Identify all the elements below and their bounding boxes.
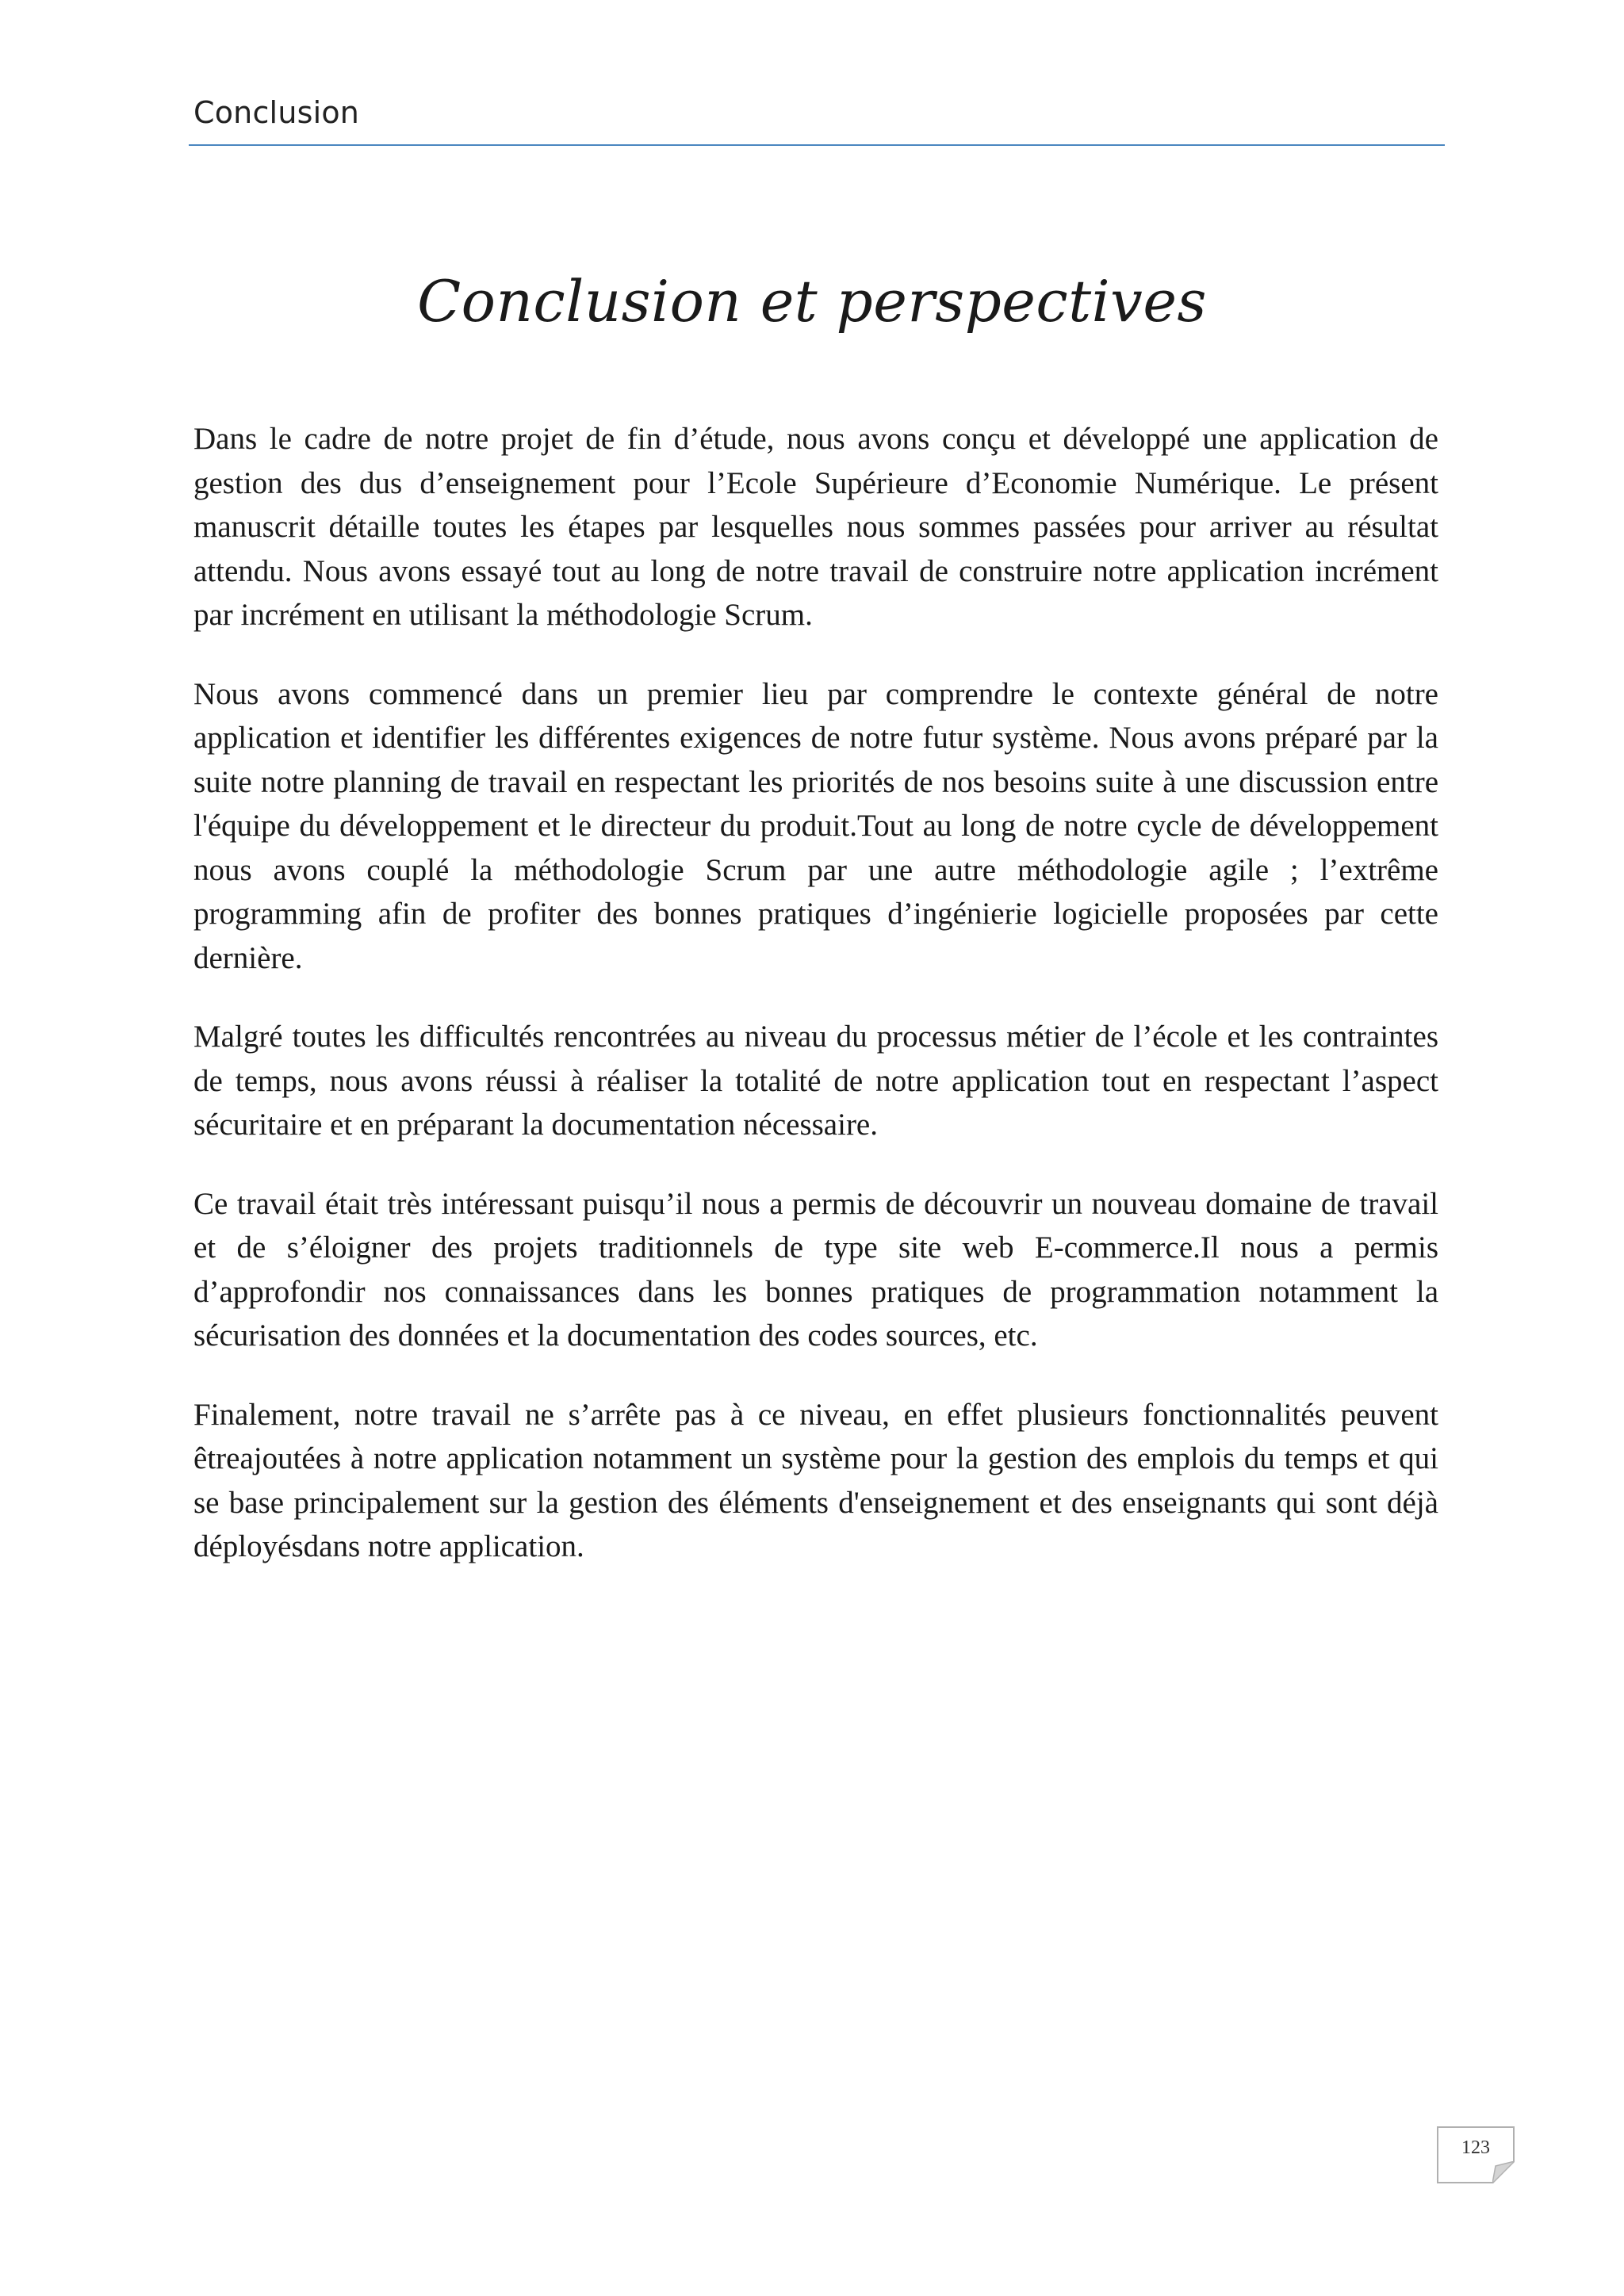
page-curl-icon	[1492, 2161, 1515, 2183]
page-title: Conclusion et perspectives	[417, 268, 1207, 335]
page-number-box	[1437, 2126, 1515, 2183]
running-header: Conclusion	[193, 95, 360, 130]
paragraph-5: Finalement, notre travail ne s’arrête pas à ce niveau, en effet plusieurs fonctionnalités peuvent êtreajoutées à notre application notamment un système pour la gestion des emplois du temps et qui se base principalement sur la gestion des éléments d'enseignement et des enseignants qui sont déjà déployésdans notre application.	[193, 1397, 1438, 1563]
body-text	[193, 417, 1438, 1604]
header-divider	[189, 144, 1445, 146]
paragraph-2: Nous avons commencé dans un premier lieu par comprendre le contexte général de notre application et identifier les différentes exigences de notre futur système. Nous avons préparé par la suite notre planning de travail en respectant les priorités de nos besoins suite à une discussion entre l'équipe du développement et le directeur du produit.Tout au long de notre cycle de développement nous avons couplé la méthodologie Scrum par une autre méthodologie agile ; l’extrême programming afin de profiter des bonnes pratiques d’ingénierie logicielle proposées par cette dernière.	[193, 676, 1438, 975]
page-number: 123	[1461, 2137, 1490, 2158]
paragraph-1: Dans le cadre de notre projet de fin d’étude, nous avons conçu et développé une application de gestion des dus d’enseignement pour l’Ecole Supérieure d’Economie Numérique. Le présent manuscrit détaille toutes les étapes par lesquelles nous sommes passées pour arriver au résultat attendu. Nous avons essayé tout au long de notre travail de construire notre application incrément par incrément en utilisant la méthodologie Scrum.	[193, 422, 1438, 632]
paragraph-3: Malgré toutes les difficultés rencontrées au niveau du processus métier de l’école et les contraintes de temps, nous avons réussi à réaliser la totalité de notre application tout en respectant l’aspect sécuritaire et en préparant la documentation nécessaire.	[193, 1020, 1438, 1142]
paragraph-4: Ce travail était très intéressant puisqu’il nous a permis de découvrir un nouveau domaine de travail et de s’éloigner des projets traditionnels de type site web E-commerce.Il nous a permis d’approfondir nos connaissances dans les bonnes pratiques de programmation notamment la sécurisation des données et la documentation des codes sources, etc.	[193, 1186, 1438, 1353]
